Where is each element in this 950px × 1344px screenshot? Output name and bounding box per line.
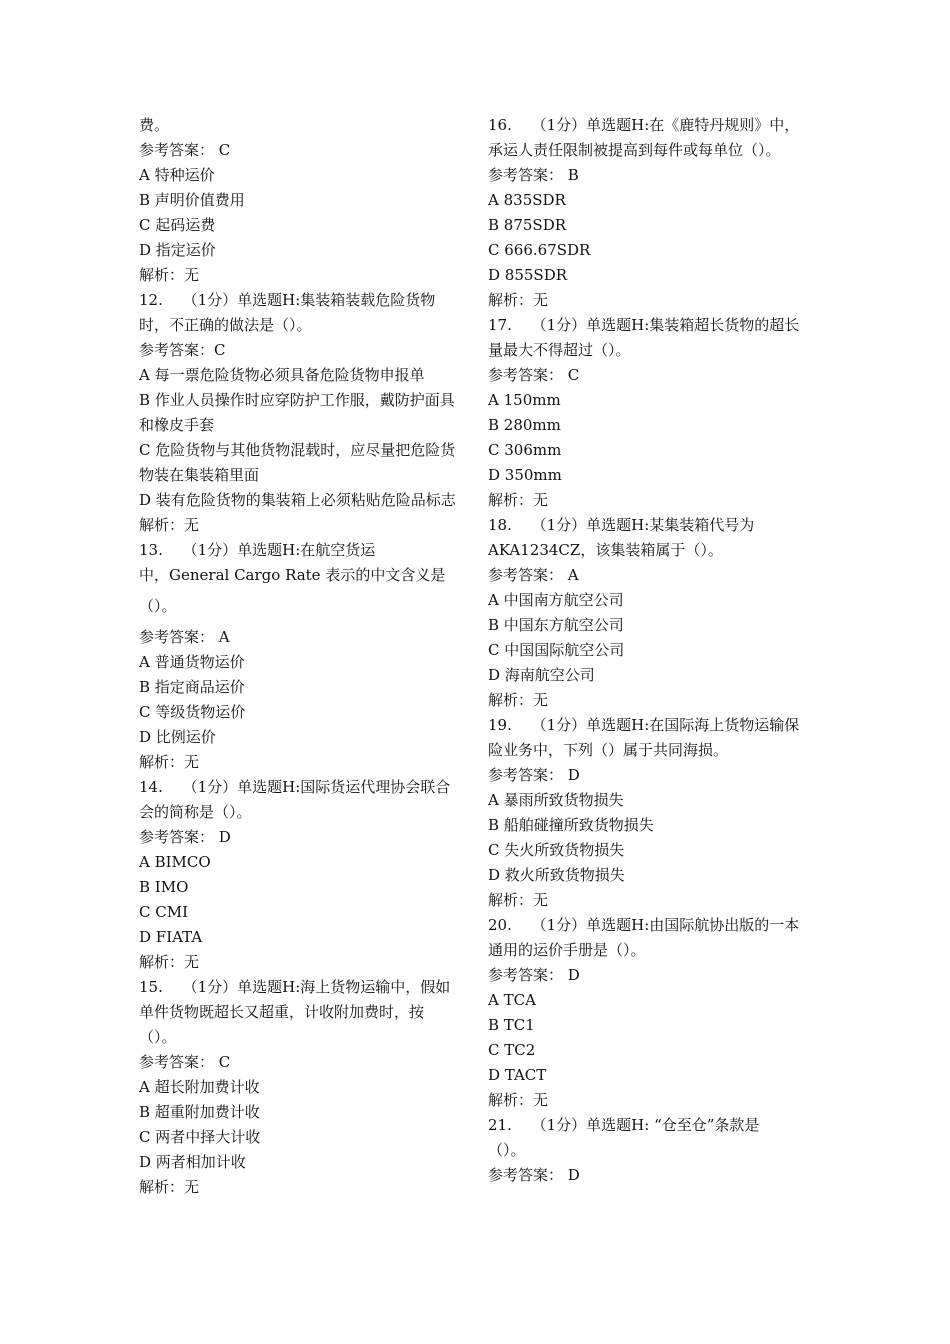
text-line: 险业务中，下列（）属于共同海损。 [488, 741, 729, 759]
text-line: B TC1 [488, 1016, 535, 1034]
text-line: 参考答案： D [488, 1166, 580, 1184]
text-line: A 中国南方航空公司 [488, 591, 624, 609]
text-line: （）。 [139, 597, 177, 615]
text-line: 和橡皮手套 [139, 416, 215, 434]
text-line: AKA1234CZ，该集装箱属于（）。 [488, 541, 723, 559]
text-line: 参考答案： C [139, 141, 231, 159]
text-line: D 比例运价 [139, 728, 216, 746]
text-line: C 中国国际航空公司 [488, 641, 625, 659]
text-line: B 作业人员操作时应穿防护工作服，戴防护面具 [139, 391, 455, 409]
text-line: （）。 [139, 1028, 177, 1046]
text-line: D 救火所致货物损失 [488, 866, 625, 884]
text-line: 16. （1分）单选题H:在《鹿特丹规则》中， [488, 116, 800, 134]
text-line: 单件货物既超长又超重，计收附加费时，按 [139, 1003, 425, 1021]
text-line: B IMO [139, 878, 189, 896]
text-line: 参考答案： C [139, 1053, 231, 1071]
text-line: 解析：无 [488, 1091, 549, 1109]
text-line: A 每一票危险货物必须具备危险货物申报单 [139, 366, 425, 384]
text-line: D 855SDR [488, 266, 568, 284]
text-line: 参考答案： D [488, 766, 580, 784]
text-line: D 装有危险货物的集装箱上必须粘贴危险品标志 [139, 491, 456, 509]
text-line: 解析：无 [139, 516, 200, 534]
text-line: C 两者中择大计收 [139, 1128, 261, 1146]
text-line: B 声明价值费用 [139, 191, 245, 209]
text-line: D TACT [488, 1066, 547, 1084]
text-line: 量最大不得超过（）。 [488, 341, 631, 359]
text-line: 12. （1分）单选题H:集装箱装载危险货物 [139, 291, 436, 309]
text-line: 解析：无 [488, 491, 549, 509]
text-line: 承运人责任限制被提高到每件或每单位（）。 [488, 141, 781, 159]
text-line: C 306mm [488, 441, 562, 459]
text-line: 14. （1分）单选题H:国际货运代理协会联合 [139, 778, 451, 796]
text-line: 解析：无 [139, 1178, 200, 1196]
text-line: B 超重附加费计收 [139, 1103, 260, 1121]
text-line: 费。 [139, 116, 170, 134]
text-line: 解析：无 [488, 891, 549, 909]
text-line: 通用的运价手册是（）。 [488, 941, 646, 959]
text-line: 20. （1分）单选题H:由国际航协出版的一本 [488, 916, 800, 934]
text-line: 参考答案： D [139, 828, 231, 846]
text-line: 解析：无 [488, 691, 549, 709]
text-line: C 危险货物与其他货物混载时，应尽量把危险货 [139, 441, 456, 459]
text-line: B 中国东方航空公司 [488, 616, 624, 634]
text-line: 参考答案： A [488, 566, 579, 584]
text-line: 参考答案： B [488, 166, 579, 184]
text-line: 参考答案： D [488, 966, 580, 984]
text-line: D 350mm [488, 466, 562, 484]
text-line: B 船舶碰撞所致货物损失 [488, 816, 654, 834]
text-line: C TC2 [488, 1041, 536, 1059]
text-line: 参考答案：C [139, 341, 226, 359]
left-column [139, 113, 469, 1200]
text-line: A 150mm [488, 391, 561, 409]
text-line: C 起码运费 [139, 216, 216, 234]
text-line: 参考答案： A [139, 628, 230, 646]
text-line: 解析：无 [139, 753, 200, 771]
text-line: A 暴雨所致货物损失 [488, 791, 624, 809]
text-line: 会的简称是（）。 [139, 803, 252, 821]
text-line: A 835SDR [488, 191, 566, 209]
text-line: B 280mm [488, 416, 561, 434]
text-line: C 等级货物运价 [139, 703, 246, 721]
right-column [488, 113, 818, 1188]
text-line: A 特种运价 [139, 166, 215, 184]
text-line: 21. （1分）单选题H: “仓至仓”条款是 [488, 1116, 760, 1134]
text-line: 时，不正确的做法是（）。 [139, 316, 312, 334]
text-line: 解析：无 [488, 291, 549, 309]
text-line: B 875SDR [488, 216, 567, 234]
text-line: 18. （1分）单选题H:某集装箱代号为 [488, 516, 755, 534]
text-line: 参考答案： C [488, 366, 580, 384]
text-line: 解析：无 [139, 266, 200, 284]
text-line: A BIMCO [139, 853, 211, 871]
text-line: D 指定运价 [139, 241, 216, 259]
text-line: D FIATA [139, 928, 203, 946]
text-line: A 普通货物运价 [139, 653, 245, 671]
text-line: 中，General Cargo Rate 表示的中文含义是 [139, 566, 446, 584]
text-line: D 两者相加计收 [139, 1153, 246, 1171]
text-line: 17. （1分）单选题H:集装箱超长货物的超长 [488, 316, 800, 334]
text-line: A TCA [488, 991, 536, 1009]
text-line: （）。 [488, 1141, 526, 1159]
text-line: D 海南航空公司 [488, 666, 595, 684]
text-line: B 指定商品运价 [139, 678, 245, 696]
text-line: 13. （1分）单选题H:在航空货运 [139, 541, 376, 559]
text-line: C 失火所致货物损失 [488, 841, 625, 859]
text-line: 解析：无 [139, 953, 200, 971]
text-line: 物装在集装箱里面 [139, 466, 260, 484]
text-line: 19. （1分）单选题H:在国际海上货物运输保 [488, 716, 800, 734]
text-line: 15. （1分）单选题H:海上货物运输中，假如 [139, 978, 451, 996]
text-line: A 超长附加费计收 [139, 1078, 260, 1096]
text-line: C CMI [139, 903, 189, 921]
text-line: C 666.67SDR [488, 241, 591, 259]
